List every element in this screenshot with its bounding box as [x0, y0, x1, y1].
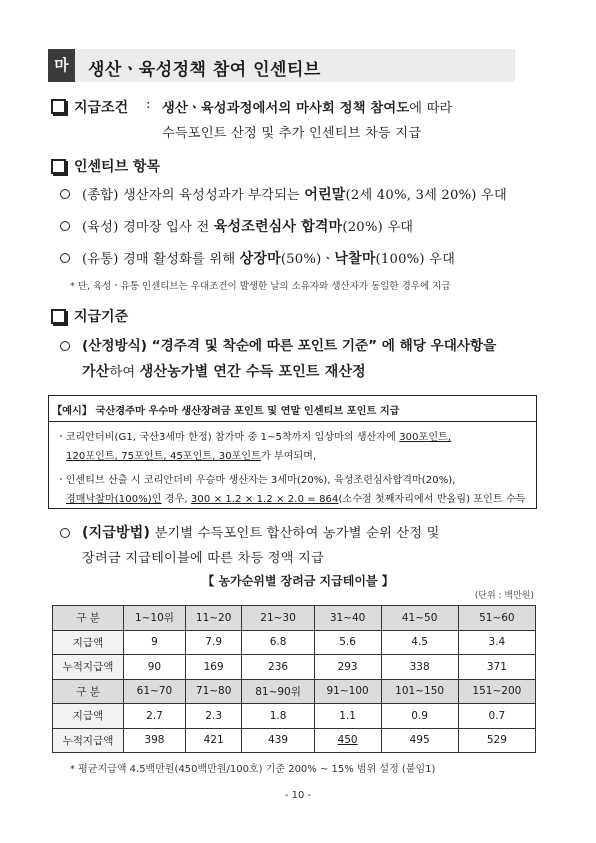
- table-header-label: 구 분: [53, 606, 124, 631]
- rank-cell: 91~100: [314, 679, 381, 704]
- item-general-bold: 어린말: [304, 187, 346, 203]
- pay-cell: 6.8: [242, 630, 314, 655]
- example-bullet2-line1: ㆍ인센티브 산출 시 코리안더비 우승마 생산자는 3세마(20%), 육성조련심사합격마(20%),: [56, 475, 456, 486]
- circle-bullet-icon: [60, 253, 70, 263]
- items-heading: 인센티브 항목: [74, 159, 161, 175]
- circle-bullet-icon: [60, 341, 70, 351]
- rank-cell: 151~200: [458, 679, 535, 704]
- rank-cell: 61~70: [124, 679, 186, 704]
- pay-cell: 5.6: [314, 630, 381, 655]
- cum-cell: 90: [124, 655, 186, 680]
- item-general: [82, 184, 507, 204]
- items-note: * 단, 육성ㆍ유통 인센티브는 우대조건이 발생한 날의 소유자와 생산자가 동일한 경우에 지급: [70, 281, 451, 292]
- cum-cell: 495: [381, 728, 458, 753]
- item-distribution-bold2: 낙찰마: [334, 251, 376, 267]
- cum-cell: 450: [314, 728, 381, 753]
- example-b1-tail: 가 부여되며,: [260, 451, 317, 462]
- cum-cell: 439: [242, 728, 314, 753]
- condition-bold-text: 생산ㆍ육성과정에서의 마사회 정책 참여도: [162, 101, 410, 116]
- example-b2-tail: (소수점 첫째자리에서 반올림) 포인트 수득: [338, 494, 526, 505]
- table-row: [53, 606, 536, 631]
- item-training-bold: 육성조련심사 합격마: [213, 219, 343, 235]
- calc-line2-bold2: 생산농가별 연간 수득 포인트 재산정: [139, 364, 366, 380]
- pay-cell: 1.8: [242, 704, 314, 729]
- pay-cell: 7.9: [185, 630, 242, 655]
- cum-cell: 421: [185, 728, 242, 753]
- table-row: [53, 655, 536, 680]
- square-bullet-icon: [51, 99, 66, 114]
- rank-cell: 11~20: [185, 606, 242, 631]
- cum-cell: 293: [314, 655, 381, 680]
- method-line1: [82, 522, 440, 542]
- square-bullet-icon: [51, 309, 66, 324]
- circle-bullet-icon: [60, 528, 70, 538]
- table-row: [53, 704, 536, 729]
- pay-cell: 2.3: [185, 704, 242, 729]
- rank-cell: 51~60: [458, 606, 535, 631]
- cum-cell: 371: [458, 655, 535, 680]
- section-title: 생산ㆍ육성정책 참여 인센티브: [88, 60, 321, 80]
- condition-line1: [162, 97, 453, 116]
- item-training-post: (20%) 우대: [342, 220, 414, 235]
- rank-cell: 41~50: [381, 606, 458, 631]
- pay-cell: 2.7: [124, 704, 186, 729]
- example-bullet1-line1: [56, 428, 451, 443]
- rank-cell: 21~30: [242, 606, 314, 631]
- example-bullet2-line2: [66, 490, 526, 505]
- calc-line2: [82, 361, 366, 381]
- calc-line2-mid: 하여: [109, 365, 140, 380]
- pay-cell: 9: [124, 630, 186, 655]
- item-distribution-bold: 상장마: [239, 251, 281, 267]
- item-distribution-mid: (50%)ㆍ: [280, 252, 335, 267]
- pay-cell: 4.5: [381, 630, 458, 655]
- example-title: 【예시】 국산경주마 우수마 생산장려금 포인트 및 연말 인센티브 포인트 지급: [52, 406, 400, 417]
- table-footnote: * 평균지급액 4.5백만원(450백만원/100호) 기준 200% ~ 15% 범위 설정 (붙임1): [70, 764, 436, 775]
- condition-line2: 수득포인트 산정 및 추가 인센티브 차등 지급: [162, 126, 422, 141]
- pay-label: 지급액: [53, 704, 124, 729]
- item-distribution: [82, 248, 455, 268]
- rank-cell: 71~80: [185, 679, 242, 704]
- table-header-label: 구 분: [53, 679, 124, 704]
- item-training: [82, 216, 413, 236]
- item-general-post: (2세 40%, 3세 20%) 우대: [345, 188, 507, 203]
- method-bold: (지급방법): [82, 525, 151, 541]
- example-divider: [48, 421, 537, 422]
- pay-cell: 1.1: [314, 704, 381, 729]
- pay-cell: 0.9: [381, 704, 458, 729]
- condition-label: 지급조건: [74, 100, 129, 116]
- cum-cell: 529: [458, 728, 535, 753]
- cum-cell: 398: [124, 728, 186, 753]
- example-b1-points: 120포인트, 75포인트, 45포인트, 30포인트: [66, 451, 261, 462]
- section-mark: 마: [48, 49, 75, 82]
- item-distribution-post: (100%) 우대: [375, 252, 456, 267]
- pay-cell: 3.4: [458, 630, 535, 655]
- method-line2: 장려금 지급테이블에 따른 차등 정액 지급: [82, 551, 324, 566]
- circle-bullet-icon: [60, 221, 70, 231]
- calc-line1: (산정방식) “경주격 및 착순에 따른 포인트 기준” 에 해당 우대사항을: [82, 338, 497, 354]
- pay-label: 지급액: [53, 630, 124, 655]
- pay-cell: 0.7: [458, 704, 535, 729]
- table-row: [53, 728, 536, 753]
- cum-label: 누적지급액: [53, 728, 124, 753]
- cum-cell: 236: [242, 655, 314, 680]
- example-b2-underlined: 경매낙찰마(100%)인: [66, 494, 162, 505]
- item-training-pre: (육성) 경마장 입사 전: [82, 220, 214, 235]
- cum-cell: 169: [185, 655, 242, 680]
- example-b2-formula: 300 × 1.2 × 1.2 × 2.0 = 864: [190, 494, 339, 505]
- item-general-pre: (종합) 생산자의 육성성과가 부각되는: [82, 188, 305, 203]
- condition-colon: :: [146, 97, 151, 112]
- cum-cell: 338: [381, 655, 458, 680]
- rank-cell: 81~90위: [242, 679, 314, 704]
- example-b1-underlined: 300포인트,: [399, 432, 452, 443]
- table-row: [53, 679, 536, 704]
- example-b1-text: ㆍ코리안더비(G1, 국산3세마 한정) 참가마 중 1~5착까지 입상마의 생산자에: [56, 432, 400, 443]
- page-number: - 10 -: [284, 790, 312, 801]
- rank-cell: 1~10위: [124, 606, 186, 631]
- rank-cell: 31~40: [314, 606, 381, 631]
- method-text: 분기별 수득포인트 합산하여 농가별 순위 산정 및: [150, 526, 440, 541]
- rank-cell: 101~150: [381, 679, 458, 704]
- criteria-heading: 지급기준: [74, 309, 129, 325]
- square-bullet-icon: [51, 159, 66, 174]
- item-distribution-pre: (유통) 경매 활성화를 위해: [82, 252, 240, 267]
- table-row: [53, 630, 536, 655]
- calc-line2-bold: 가산: [82, 364, 110, 380]
- payment-table: [52, 605, 536, 753]
- table-unit: (단위 : 백만원): [474, 591, 534, 601]
- example-bullet1-line2: [66, 447, 316, 462]
- cum-label: 누적지급액: [53, 655, 124, 680]
- example-b2-mid: 경우,: [161, 494, 191, 505]
- table-title: 【 농가순위별 장려금 지급테이블 】: [202, 574, 394, 588]
- condition-tail: 에 따라: [409, 101, 453, 116]
- circle-bullet-icon: [60, 189, 70, 199]
